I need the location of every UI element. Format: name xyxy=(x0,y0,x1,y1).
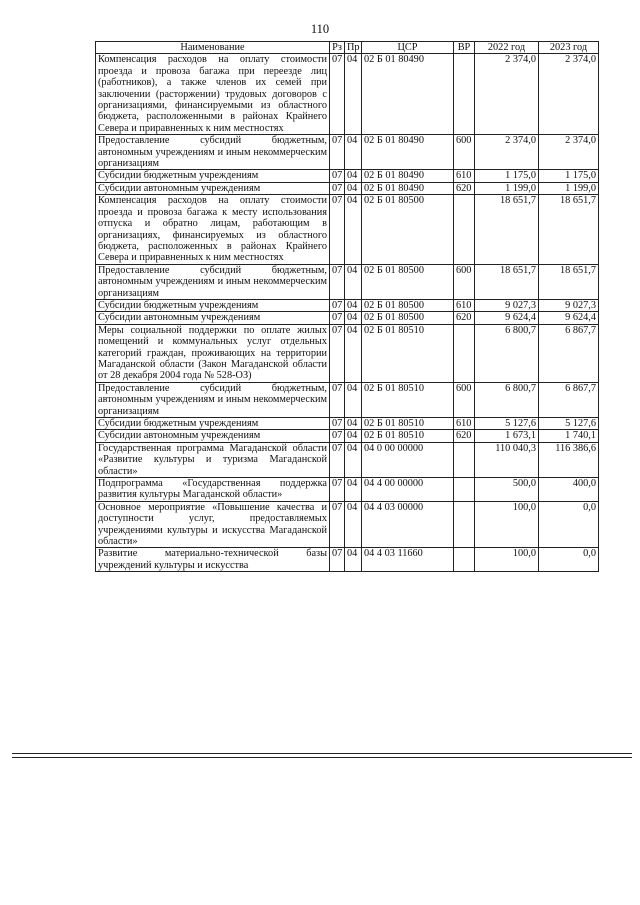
table-row xyxy=(96,182,599,194)
table-row xyxy=(96,324,599,382)
cell-name: Предоставление субсидий бюджетным, автономным учреждениям и иным некоммерческим организациям xyxy=(96,264,330,299)
cell-2022: 9 027,3 xyxy=(475,299,539,311)
cell-rz: 07 xyxy=(330,501,345,548)
cell-name: Государственная программа Магаданской области «Развитие культуры и туризма Магаданской области» xyxy=(96,442,330,477)
cell-2023: 9 624,4 xyxy=(539,312,599,324)
table-header-row xyxy=(96,42,599,54)
cell-csr: 02 Б 01 80510 xyxy=(362,430,454,442)
cell-rz: 07 xyxy=(330,312,345,324)
cell-vr xyxy=(454,54,475,135)
cell-pr: 04 xyxy=(345,501,362,548)
cell-rz: 07 xyxy=(330,182,345,194)
cell-csr: 02 Б 01 80490 xyxy=(362,135,454,170)
cell-pr: 04 xyxy=(345,170,362,182)
table-row xyxy=(96,312,599,324)
footer-rule-thin xyxy=(12,757,632,758)
cell-2022: 5 127,6 xyxy=(475,418,539,430)
cell-name: Субсидии бюджетным учреждениям xyxy=(96,418,330,430)
cell-vr: 610 xyxy=(454,299,475,311)
table-row xyxy=(96,430,599,442)
cell-vr: 600 xyxy=(454,382,475,417)
header-2023: 2023 год xyxy=(539,42,599,54)
cell-rz: 07 xyxy=(330,54,345,135)
cell-2023: 18 651,7 xyxy=(539,195,599,264)
cell-name: Основное мероприятие «Повышение качества и доступности услуг, предоставляемых учреждениями культуры и искусства Магаданской области» xyxy=(96,501,330,548)
cell-rz: 07 xyxy=(330,264,345,299)
cell-2022: 2 374,0 xyxy=(475,54,539,135)
cell-csr: 02 Б 01 80510 xyxy=(362,324,454,382)
cell-2023: 2 374,0 xyxy=(539,135,599,170)
cell-2022: 6 800,7 xyxy=(475,382,539,417)
table-row xyxy=(96,264,599,299)
cell-rz: 07 xyxy=(330,382,345,417)
cell-name: Субсидии бюджетным учреждениям xyxy=(96,299,330,311)
cell-2023: 0,0 xyxy=(539,548,599,572)
cell-pr: 04 xyxy=(345,264,362,299)
header-pr: Пр xyxy=(345,42,362,54)
table-row xyxy=(96,299,599,311)
cell-vr xyxy=(454,324,475,382)
cell-rz: 07 xyxy=(330,418,345,430)
cell-2023: 5 127,6 xyxy=(539,418,599,430)
cell-rz: 07 xyxy=(330,478,345,502)
cell-name: Предоставление субсидий бюджетным, автономным учреждениям и иным некоммерческим организациям xyxy=(96,135,330,170)
cell-name: Подпрограмма «Государственная поддержка развития культуры Магаданской области» xyxy=(96,478,330,502)
cell-rz: 07 xyxy=(330,299,345,311)
table-row xyxy=(96,382,599,417)
table-row xyxy=(96,195,599,264)
cell-rz: 07 xyxy=(330,442,345,477)
table-row xyxy=(96,442,599,477)
cell-2022: 100,0 xyxy=(475,501,539,548)
cell-pr: 04 xyxy=(345,324,362,382)
page-number: 110 xyxy=(310,22,330,36)
cell-2023: 9 027,3 xyxy=(539,299,599,311)
cell-pr: 04 xyxy=(345,312,362,324)
cell-name: Предоставление субсидий бюджетным, автономным учреждениям и иным некоммерческим организациям xyxy=(96,382,330,417)
cell-vr: 600 xyxy=(454,135,475,170)
cell-vr: 610 xyxy=(454,170,475,182)
cell-2023: 1 175,0 xyxy=(539,170,599,182)
cell-name: Субсидии автономным учреждениям xyxy=(96,182,330,194)
cell-2022: 500,0 xyxy=(475,478,539,502)
header-csr: ЦСР xyxy=(362,42,454,54)
cell-vr xyxy=(454,478,475,502)
cell-csr: 04 4 03 11660 xyxy=(362,548,454,572)
cell-csr: 02 Б 01 80510 xyxy=(362,382,454,417)
cell-rz: 07 xyxy=(330,195,345,264)
header-name: Наименование xyxy=(96,42,330,54)
table-row xyxy=(96,54,599,135)
cell-rz: 07 xyxy=(330,430,345,442)
cell-rz: 07 xyxy=(330,324,345,382)
cell-vr: 620 xyxy=(454,182,475,194)
cell-pr: 04 xyxy=(345,478,362,502)
cell-pr: 04 xyxy=(345,548,362,572)
cell-rz: 07 xyxy=(330,170,345,182)
cell-2022: 1 175,0 xyxy=(475,170,539,182)
cell-pr: 04 xyxy=(345,182,362,194)
cell-pr: 04 xyxy=(345,135,362,170)
cell-csr: 02 Б 01 80490 xyxy=(362,54,454,135)
cell-csr: 04 0 00 00000 xyxy=(362,442,454,477)
cell-name: Субсидии бюджетным учреждениям xyxy=(96,170,330,182)
cell-2022: 6 800,7 xyxy=(475,324,539,382)
cell-pr: 04 xyxy=(345,382,362,417)
budget-table xyxy=(95,41,599,572)
cell-csr: 02 Б 01 80500 xyxy=(362,195,454,264)
cell-pr: 04 xyxy=(345,54,362,135)
cell-name: Компенсация расходов на оплату стоимости проезда и провоза багажа к месту использования отпуска и обратно лицам, работающим в организациях, финансируемых из областного бюджета, расположенных в районах Крайнего Севера и приравненных к ним местностях xyxy=(96,195,330,264)
cell-vr xyxy=(454,501,475,548)
cell-2023: 400,0 xyxy=(539,478,599,502)
cell-csr: 02 Б 01 80500 xyxy=(362,264,454,299)
cell-csr: 02 Б 01 80500 xyxy=(362,312,454,324)
header-vr: ВР xyxy=(454,42,475,54)
cell-vr xyxy=(454,195,475,264)
footer-rule xyxy=(12,753,632,754)
cell-vr xyxy=(454,548,475,572)
cell-vr: 610 xyxy=(454,418,475,430)
cell-csr: 02 Б 01 80490 xyxy=(362,170,454,182)
cell-2022: 1 199,0 xyxy=(475,182,539,194)
table-body xyxy=(96,54,599,572)
table-row xyxy=(96,478,599,502)
cell-2022: 110 040,3 xyxy=(475,442,539,477)
cell-vr: 620 xyxy=(454,430,475,442)
cell-csr: 02 Б 01 80510 xyxy=(362,418,454,430)
cell-2022: 100,0 xyxy=(475,548,539,572)
cell-2022: 9 624,4 xyxy=(475,312,539,324)
cell-2022: 2 374,0 xyxy=(475,135,539,170)
cell-vr: 620 xyxy=(454,312,475,324)
cell-pr: 04 xyxy=(345,195,362,264)
cell-csr: 02 Б 01 80500 xyxy=(362,299,454,311)
cell-name: Развитие материально-технической базы учреждений культуры и искусства xyxy=(96,548,330,572)
cell-2023: 1 199,0 xyxy=(539,182,599,194)
header-2022: 2022 год xyxy=(475,42,539,54)
table-row xyxy=(96,170,599,182)
cell-pr: 04 xyxy=(345,442,362,477)
cell-2023: 6 867,7 xyxy=(539,324,599,382)
cell-name: Субсидии автономным учреждениям xyxy=(96,312,330,324)
cell-2023: 1 740,1 xyxy=(539,430,599,442)
cell-csr: 02 Б 01 80490 xyxy=(362,182,454,194)
cell-rz: 07 xyxy=(330,135,345,170)
table-row xyxy=(96,418,599,430)
cell-name: Субсидии автономным учреждениям xyxy=(96,430,330,442)
cell-name: Компенсация расходов на оплату стоимости проезда и провоза багажа при переезде лиц (работников), а также членов их семей при заключении (расторжении) трудовых договоров с организациями, финансируемыми из областного бюджета, расположенными в районах Крайнего Севера и приравненных к ним местностях xyxy=(96,54,330,135)
cell-2023: 6 867,7 xyxy=(539,382,599,417)
cell-2023: 116 386,6 xyxy=(539,442,599,477)
header-rz: Рз xyxy=(330,42,345,54)
cell-2023: 2 374,0 xyxy=(539,54,599,135)
cell-2022: 18 651,7 xyxy=(475,264,539,299)
cell-vr xyxy=(454,442,475,477)
table-row xyxy=(96,501,599,548)
cell-vr: 600 xyxy=(454,264,475,299)
cell-pr: 04 xyxy=(345,299,362,311)
cell-name: Меры социальной поддержки по оплате жилых помещений и коммунальных услуг отдельных категорий граждан, проживающих на территории Магаданской области (Закон Магаданской области от 28 декабря 2004 года № 528-ОЗ) xyxy=(96,324,330,382)
cell-csr: 04 4 00 00000 xyxy=(362,478,454,502)
cell-2022: 18 651,7 xyxy=(475,195,539,264)
cell-pr: 04 xyxy=(345,430,362,442)
cell-2022: 1 673,1 xyxy=(475,430,539,442)
cell-rz: 07 xyxy=(330,548,345,572)
cell-2023: 18 651,7 xyxy=(539,264,599,299)
table-row xyxy=(96,135,599,170)
cell-pr: 04 xyxy=(345,418,362,430)
cell-csr: 04 4 03 00000 xyxy=(362,501,454,548)
table-row xyxy=(96,548,599,572)
cell-2023: 0,0 xyxy=(539,501,599,548)
